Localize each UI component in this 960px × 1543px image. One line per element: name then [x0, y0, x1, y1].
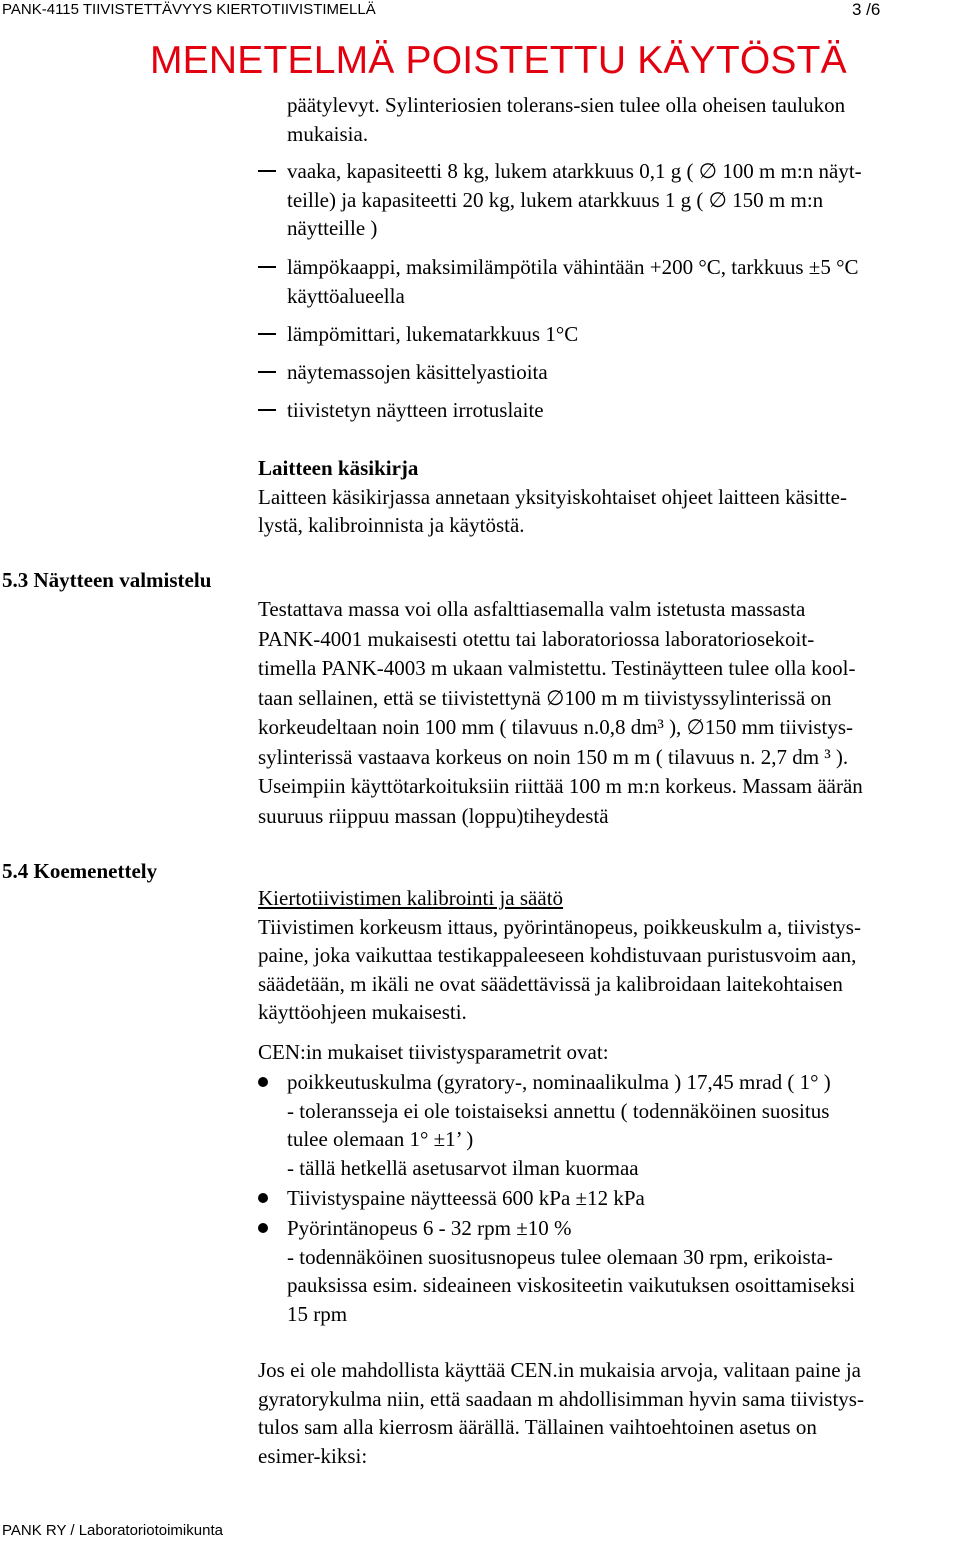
text-line: PANK-4001 mukaisesti otettu tai laboratoriossa laboratoriosekoit- — [258, 626, 815, 651]
text-line: 15 rpm — [287, 1301, 348, 1326]
text-line: tulee olemaan 1° ±1’ ) — [287, 1127, 474, 1151]
calibration-heading: Kiertotiivistimen kalibrointi ja säätö — [258, 886, 564, 910]
text-line: lystä, kalibroinnista ja käytöstä. — [258, 513, 525, 537]
text-line: korkeudeltaan noin 100 mm ( tilavuus n.0,8 dm³ ), ∅150 mm tiivistys- — [258, 715, 854, 739]
parameter-item-rotation-speed — [258, 1214, 958, 1328]
text-line: Laitteen käsikirjassa annetaan yksityiskohtaiset ohjeet laitteen käsitte- — [258, 484, 847, 509]
page-number: 3 /6 — [852, 0, 881, 19]
document-footer: PANK RY / Laboratoriotoimikunta — [2, 1522, 223, 1539]
text-line: - todennäköinen suositusnopeus tulee olemaan 30 rpm, erikoista- — [287, 1244, 833, 1269]
bullet-icon — [258, 1077, 268, 1087]
dash-marker-icon — [258, 266, 276, 268]
text-line: Pyörintänopeus 6 - 32 rpm ±10 % — [287, 1216, 572, 1240]
text-line: suuruus riippuu massan (loppu)tiheydestä — [258, 803, 609, 828]
text-line: päätylevyt. Sylinteriosien tolerans-sien tulee olla oheisen taulukon — [287, 93, 846, 117]
text-line: - toleransseja ei ole toistaiseksi annettu ( todennäköinen suositus — [287, 1098, 830, 1123]
text-line: Tiivistimen korkeusm ittaus, pyörintänopeus, poikkeuskulm a, tiivistys- — [258, 914, 861, 939]
equipment-item-extractor — [258, 396, 958, 425]
equipment-item-thermometer — [258, 320, 958, 349]
text-line: Testattava massa voi olla asfalttiasemalla valm istetusta massasta — [258, 597, 806, 621]
dash-marker-icon — [258, 409, 276, 411]
alternative-settings-paragraph — [258, 1356, 864, 1470]
manual-section — [258, 454, 847, 540]
text-line: lämpökaappi, maksimilämpötila vähintään +200 °C, tarkkuus ±5 °C — [287, 255, 859, 279]
text-line: paine, joka vaikuttaa testikappaleeseen kohdistuvaan puristusvoim aan, — [258, 943, 857, 967]
dash-marker-icon — [258, 333, 276, 335]
text-line: pauksissa esim. sideaineen viskositeetin vaikutuksen osoittamiseksi — [287, 1273, 856, 1297]
section-heading-5-3: 5.3 Näytteen valmistelu — [2, 568, 212, 592]
equipment-item-scale — [258, 157, 958, 243]
cen-parameters-intro: CEN:in mukaiset tiivistysparametrit ovat: — [258, 1040, 609, 1064]
text-line: vaaka, kapasiteetti 8 kg, lukem atarkkuus 0,1 g ( ∅ 100 m m:n näyt- — [287, 159, 862, 183]
text-line: taan sellainen, että se tiivistettynä ∅100 m m tiivistyssylinterissä on — [258, 685, 832, 710]
calibration-section — [258, 884, 861, 1027]
withdrawn-stamp: MENETELMÄ POISTETTU KÄYTÖSTÄ — [150, 39, 847, 82]
text-line: Tiivistyspaine näytteessä 600 kPa ±12 kPa — [287, 1186, 645, 1210]
dash-marker-icon — [258, 170, 276, 172]
text-line: näytemassojen käsittelyastioita — [287, 360, 548, 384]
text-line: säädetään, m ikäli ne ovat säädettävissä ja kalibroidaan laitekohtaisen — [258, 971, 843, 996]
dash-marker-icon — [258, 371, 276, 373]
text-line: teille) ja kapasiteetti 20 kg, lukem atarkkuus 1 g ( ∅ 150 m m:n — [287, 187, 824, 212]
text-line: käyttöalueella — [287, 283, 405, 308]
text-line: - tällä hetkellä asetusarvot ilman kuormaa — [287, 1155, 639, 1180]
section-heading-5-4: 5.4 Koemenettely — [2, 859, 158, 883]
manual-heading: Laitteen käsikirja — [258, 456, 419, 480]
equipment-item-containers — [258, 358, 958, 387]
text-line: lämpömittari, lukematarkkuus 1°C — [287, 322, 579, 346]
text-line: tiivistetyn näytteen irrotuslaite — [287, 398, 544, 422]
text-line: esimer-kiksi: — [258, 1443, 368, 1468]
parameter-item-angle — [258, 1068, 958, 1182]
text-line: käyttöohjeen mukaisesti. — [258, 1000, 467, 1024]
sample-preparation-paragraph — [258, 595, 863, 831]
document-header-title: PANK-4115 TIIVISTETTÄVYYS KIERTOTIIVISTIMELLÄ — [2, 1, 376, 18]
parameter-item-pressure — [258, 1184, 958, 1213]
text-line: mukaisia. — [287, 121, 369, 146]
bullet-icon — [258, 1223, 268, 1233]
text-line: sylinterissä vastaava korkeus on noin 150 m m ( tilavuus n. 2,7 dm ³ ). — [258, 744, 849, 769]
bullet-icon — [258, 1193, 268, 1203]
text-line: gyratorykulma niin, että saadaan m ahdollisimman hyvin sama tiivistys- — [258, 1386, 864, 1411]
equipment-item-oven — [258, 253, 958, 310]
text-line: Useimpiin käyttötarkoituksiin riittää 100 m m:n korkeus. Massam äärän — [258, 774, 863, 798]
text-line: näytteille ) — [287, 216, 378, 240]
intro-paragraph — [287, 91, 845, 148]
text-line: tulos sam alla kierrosm äärällä. Tällainen vaihtoehtoinen asetus on — [258, 1415, 817, 1439]
text-line: Jos ei ole mahdollista käyttää CEN.in mukaisia arvoja, valitaan paine ja — [258, 1358, 861, 1382]
text-line: poikkeutuskulma (gyratory-, nominaalikulma ) 17,45 mrad ( 1° ) — [287, 1070, 831, 1094]
text-line: timella PANK-4003 m ukaan valmistettu. Testinäytteen tulee olla kool- — [258, 656, 856, 680]
